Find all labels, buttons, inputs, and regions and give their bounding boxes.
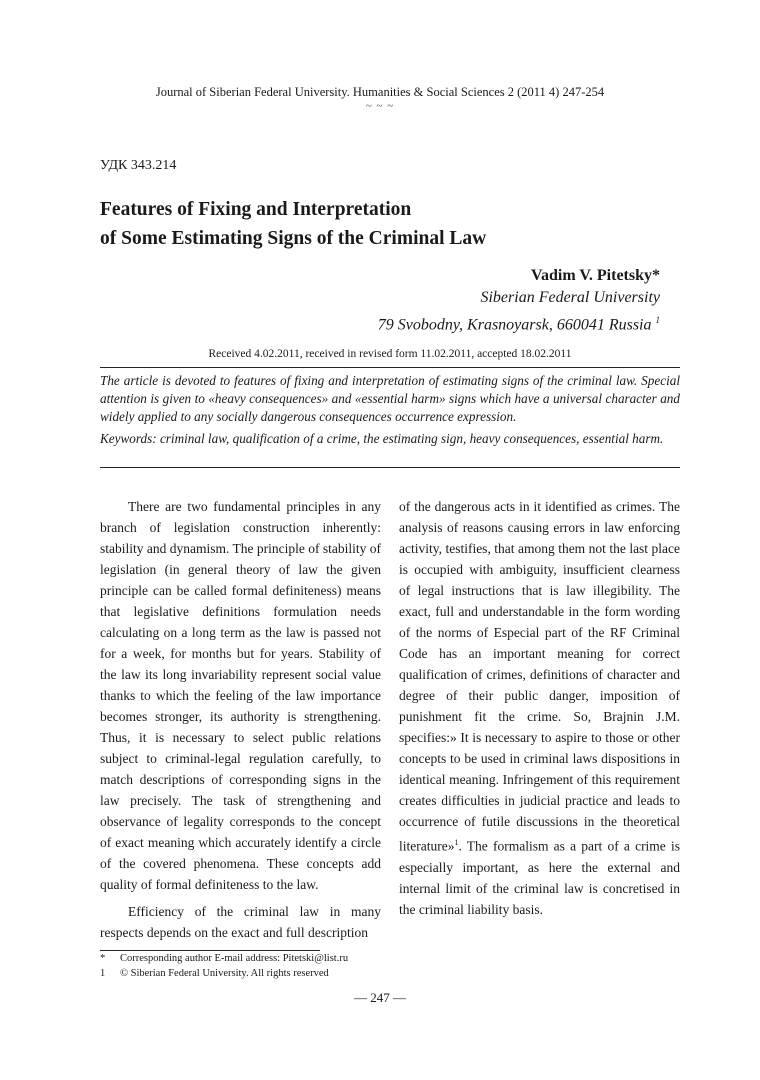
author-address-line <box>378 309 660 336</box>
keywords: Keywords: criminal law, qualification of a crime, the estimating sign, heavy consequences, essential harm. <box>100 431 664 446</box>
title-line-2: of Some Estimating Signs of the Criminal Law <box>100 228 487 249</box>
footnote-rule <box>100 950 320 951</box>
body-paragraph-3-rest: . The formalism as a part of a crime is especially important, as here the external and internal limit of the criminal law is concretised in the criminal liability basis. <box>399 838 680 917</box>
body-paragraph-3 <box>399 496 680 920</box>
article-title <box>100 195 660 253</box>
abstract-bottom-rule <box>100 467 680 468</box>
body-paragraph-1: There are two fundamental principles in any branch of legislation construction inherently: stability and dynamism. The principle of stability of legislation (in general theory of law the given principle can be called formal definiteness) means that legislative definitions formulation needs calculating on a long term as the law is passed not for a week, for months but for years. Stability of the law its long invariability represent social value thanks to which the feeling of the law importance becomes stronger, its authority is strengthening. Thus, it is necessary to select public relations subject to criminal-legal regulation carefully, to match descriptions of corresponding signs in the law precisely. The task of strengthening and observance of legality corresponds to the concept of exact meaning which accurately identify a circle of the covered phenomena. These concepts add quality of formal definiteness to the law. <box>100 499 381 892</box>
page-number: — 247 — <box>354 990 406 1005</box>
abstract-top-rule <box>100 367 680 368</box>
author-address: 79 Svobodny, Krasnoyarsk, 660041 Russia <box>377 316 652 334</box>
author-affiliation: Siberian Federal University <box>480 289 660 306</box>
body-column-right <box>399 496 680 920</box>
footnote-1 <box>100 952 348 966</box>
journal-header: Journal of Siberian Federal University. Humanities & Social Sciences 2 (2011 4) 247-254 <box>155 85 605 99</box>
body-paragraph-3-text: of the dangerous acts in it identified as crimes. The analysis of reasons causing errors in law enforcing activity, testifies, that among them not the last place is occupied with ambiguity, insufficient clearness of legal instructions that is law illegibility. The exact, full and understandable in the form wording of the norms of Especial part of the RF Criminal Code has an important meaning for correct qualification of crimes, definitions of character and degree of their public danger, imposition of punishment fit the crime. So, Brajnin J.M. specifies:» It is necessary to aspire to those or other concepts to be used in criminal laws dispositions in identical meaning. Infringement of this requirement creates difficulties in judicial practice and leads to occurrence of futile discussions in the theoretical literature» <box>399 499 680 854</box>
header-ornament: ~ ~ ~ <box>365 100 395 112</box>
footnote-2 <box>100 967 329 981</box>
footnote-2-text: © Siberian Federal University. All rights reserved <box>120 968 329 979</box>
address-footnote-mark: 1 <box>655 315 660 325</box>
body-paragraph-2: Efficiency of the criminal law in many respects depends on the exact and full description <box>100 904 381 940</box>
body-column-left <box>100 496 381 943</box>
footnote-1-mark: * <box>100 953 106 964</box>
abstract: The article is devoted to features of fixing and interpretation of estimating signs of the criminal law. Special attention is given to «heavy consequences» and «essential harm» signs which have a universal character and widely applied to any socially dangerous consequences occurrence expression. <box>100 373 680 424</box>
received-dates: Received 4.02.2011, received in revised form 11.02.2011, accepted 18.02.2011 <box>208 348 572 360</box>
udk-code: УДК 343.214 <box>100 158 177 173</box>
footnote-2-mark: 1 <box>100 968 106 979</box>
citation-mark: 1 <box>454 838 459 847</box>
author-block <box>378 265 660 336</box>
footnote-1-text: Corresponding author E-mail address: Pitetski@list.ru <box>120 953 349 964</box>
author-name: Vadim V. Pitetsky* <box>530 267 660 284</box>
title-line-1: Features of Fixing and Interpretation <box>100 199 412 220</box>
